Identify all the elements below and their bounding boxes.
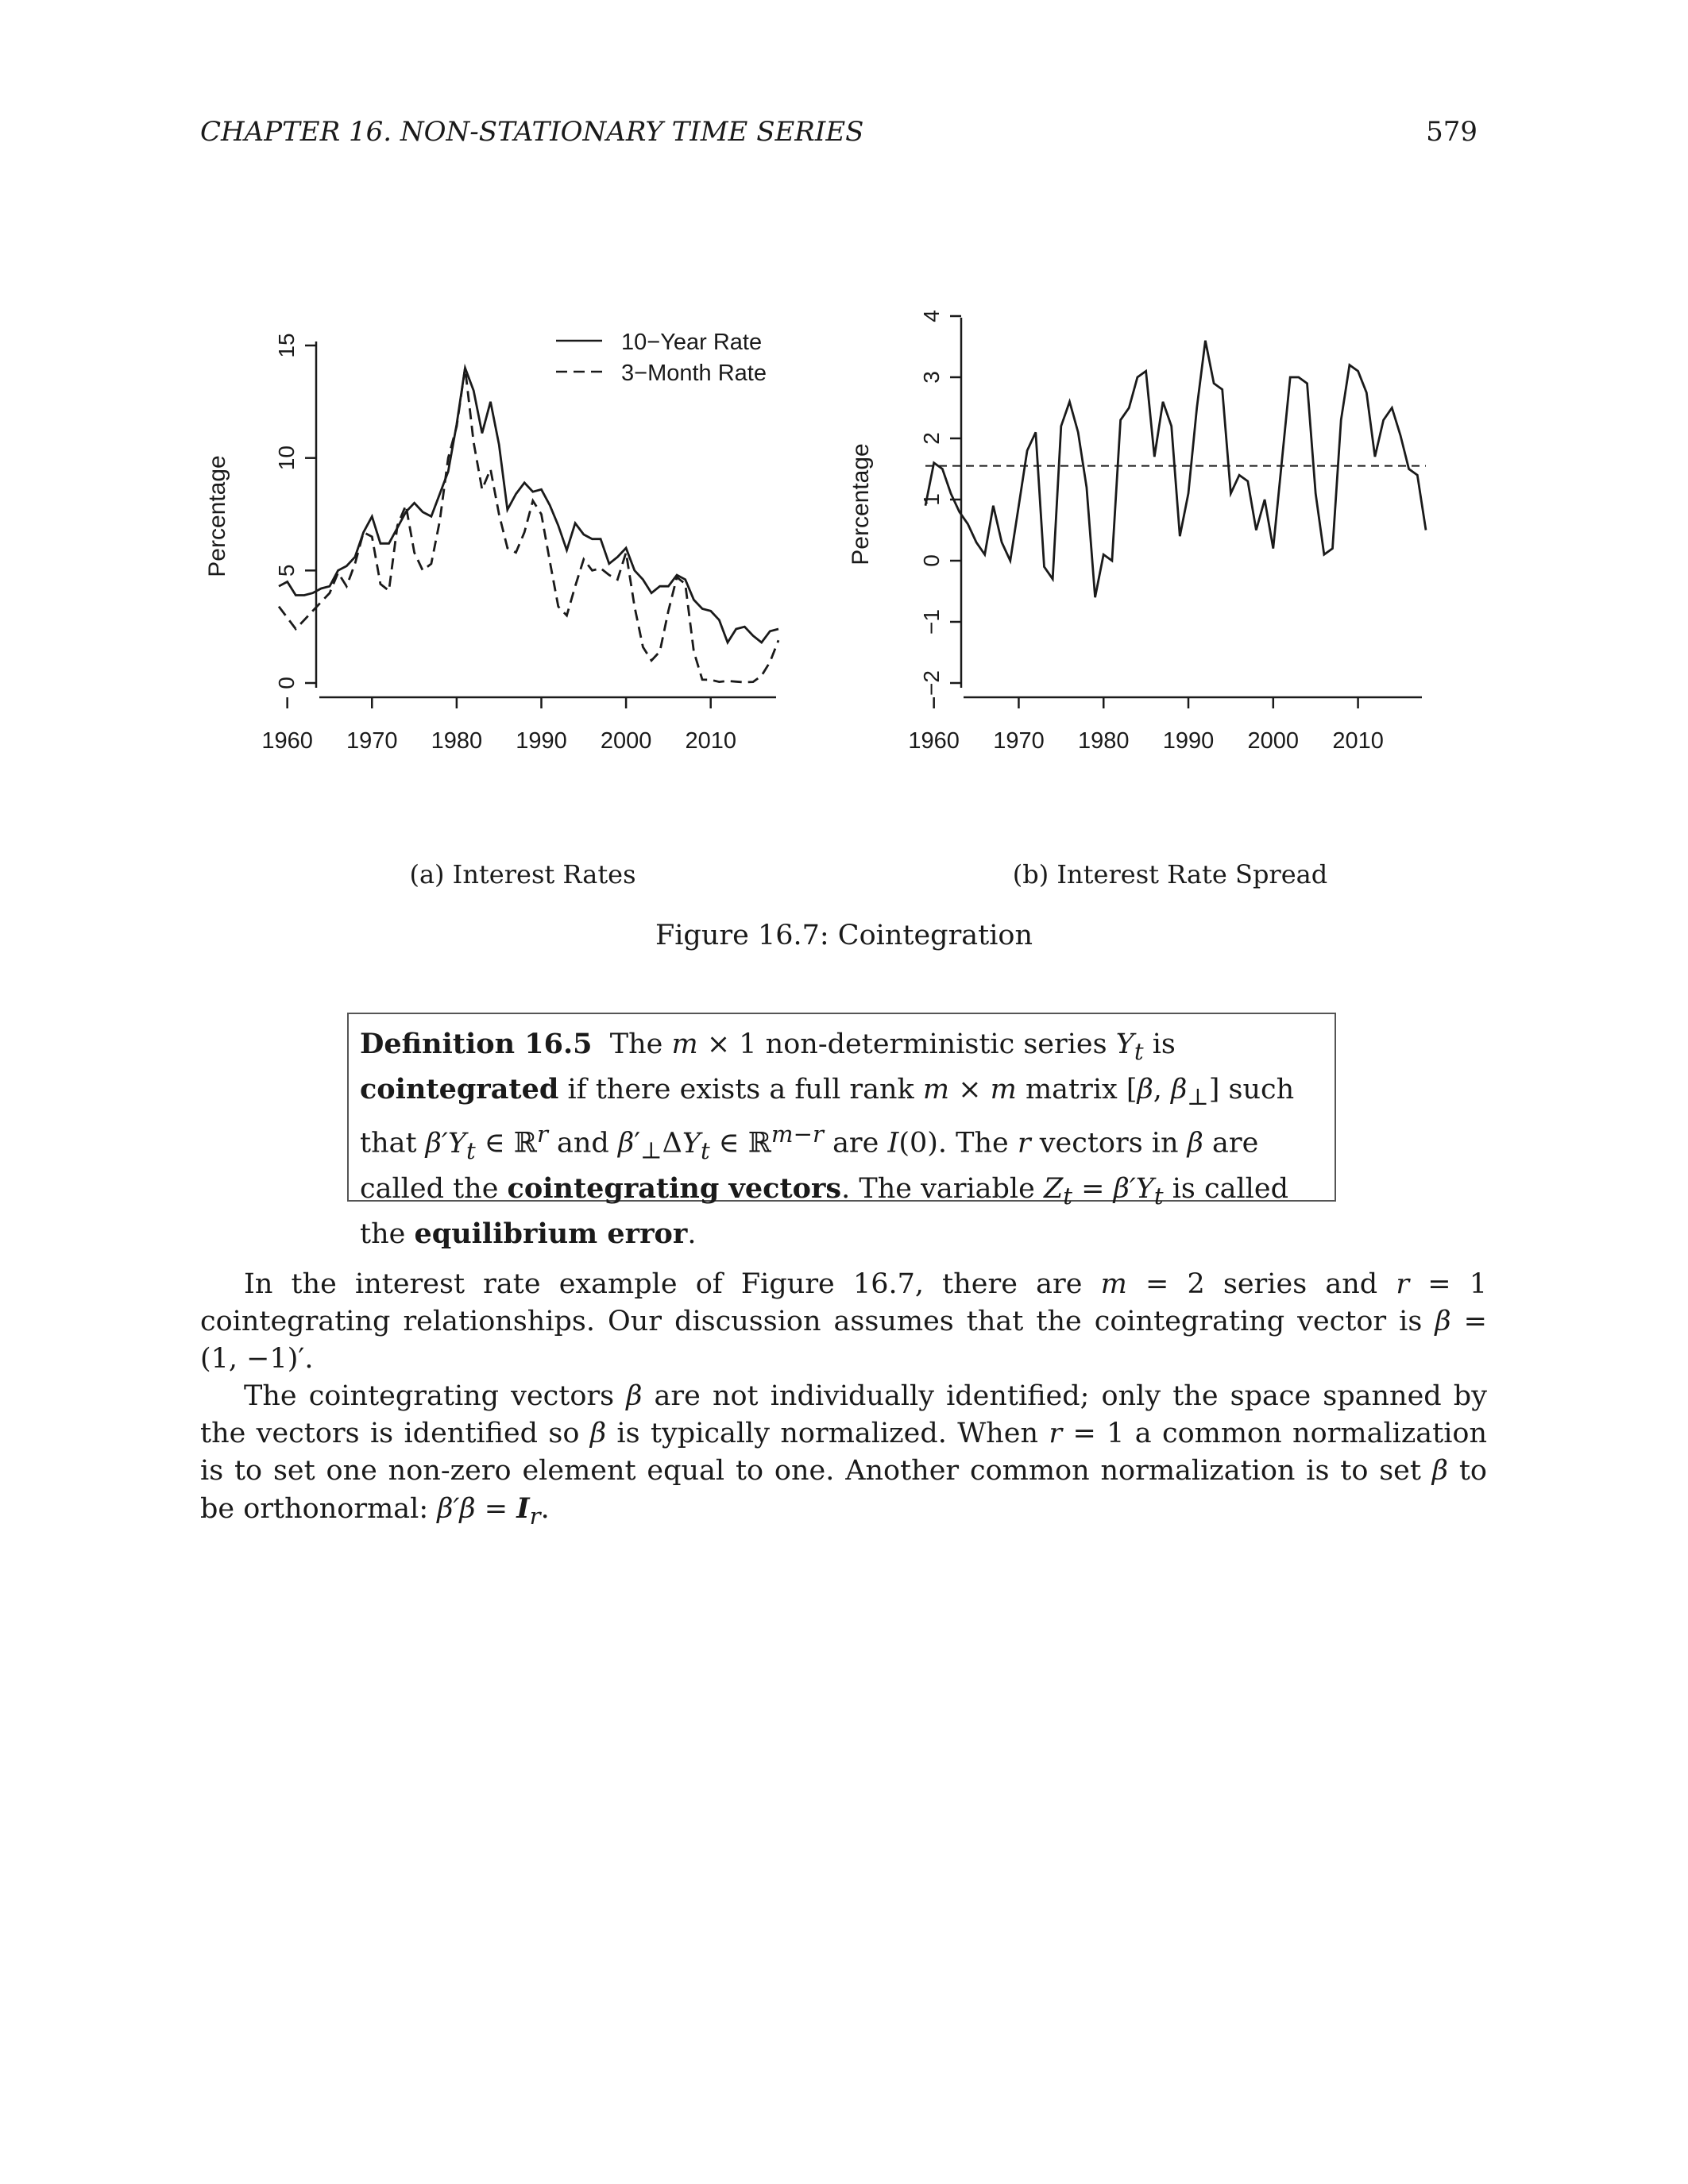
definition-box xyxy=(347,1013,1336,1250)
figure-caption: Figure 16.7: Cointegration xyxy=(655,920,1033,951)
y-tick-label: −2 xyxy=(919,670,944,696)
series-3-month-rate xyxy=(279,368,778,682)
chart-interest-rates xyxy=(204,330,778,754)
y-tick-label: 2 xyxy=(919,432,944,445)
y-axis-label: Percentage xyxy=(204,455,230,577)
x-tick-label: 2010 xyxy=(685,728,736,754)
definition-text: Definition 16.5 The m × 1 non-deterministic series $Y_t$ is cointegrated if there exists a full rank m × m matrix [β, $\beta_\perp$] such that $\beta'Y_t$ ∈ ℝ$^r$ and $\beta'_\perp\Delta Y_t$ ∈ ℝ$^{m-r}$ are I(0). The r vectors in β are called the cointegrating vectors. The variable $Z_t = \beta'Y_t$ is called the equilibrium error. xyxy=(360,1028,1295,1250)
x-tick-label: 1990 xyxy=(1162,728,1215,754)
x-tick-label: 2000 xyxy=(600,728,652,754)
x-tick-label: 1970 xyxy=(346,728,398,754)
x-tick-label: 1990 xyxy=(516,728,567,754)
y-tick-label: 0 xyxy=(274,677,299,689)
y-tick-label: −1 xyxy=(919,609,944,635)
legend xyxy=(556,330,767,386)
x-tick-label: 1980 xyxy=(1077,728,1130,754)
paragraph-1: In the interest rate example of Figure 16.7, there are m = 2 series and r = 1 cointegrating relationships. Our discussion assumes that the cointegrating vector is β = (1, −1)′. xyxy=(200,1268,1487,1375)
y-tick-label: 15 xyxy=(274,333,299,358)
paragraph-2: The cointegrating vectors β are not individually identified; only the space spanned by the vectors is identified so β is typically normalized. When r = 1 a common normalization is to set one non-zero element equal to one. Another common normalization is to set β to be orthonormal: $\beta'\beta = I_r$. xyxy=(200,1380,1488,1530)
chart-interest-rate-spread xyxy=(848,310,1426,754)
y-tick-label: 4 xyxy=(919,310,944,322)
running-header xyxy=(200,116,1477,151)
series-10-year-rate xyxy=(279,368,778,642)
x-tick-label: 1970 xyxy=(993,728,1045,754)
subcaption-interest-rates: (a) Interest Rates xyxy=(409,859,636,889)
x-tick-label: 2000 xyxy=(1247,728,1300,754)
chapter-title: CHAPTER 16. NON-STATIONARY TIME SERIES xyxy=(200,116,864,148)
x-tick-label: 1960 xyxy=(908,728,960,754)
y-axis-label: Percentage xyxy=(848,443,874,565)
y-tick-label: 3 xyxy=(919,371,944,384)
x-tick-label: 1960 xyxy=(261,728,313,754)
series-spread xyxy=(925,341,1426,597)
x-tick-label: 2010 xyxy=(1332,728,1384,754)
figure-16-7 xyxy=(0,286,1688,889)
y-tick-label: 1 xyxy=(919,493,944,506)
x-tick-label: 1980 xyxy=(431,728,483,754)
legend-entry-3-month: 3−Month Rate xyxy=(621,361,767,386)
body-text xyxy=(200,1266,1487,1535)
y-tick-label: 5 xyxy=(274,564,299,577)
y-tick-label: 0 xyxy=(919,554,944,567)
figure-svg xyxy=(0,286,1688,889)
legend-entry-10-year: 10−Year Rate xyxy=(621,330,763,355)
page-number: 579 xyxy=(1426,116,1477,148)
subcaption-interest-rate-spread: (b) Interest Rate Spread xyxy=(1012,859,1328,889)
y-tick-label: 10 xyxy=(274,446,299,471)
